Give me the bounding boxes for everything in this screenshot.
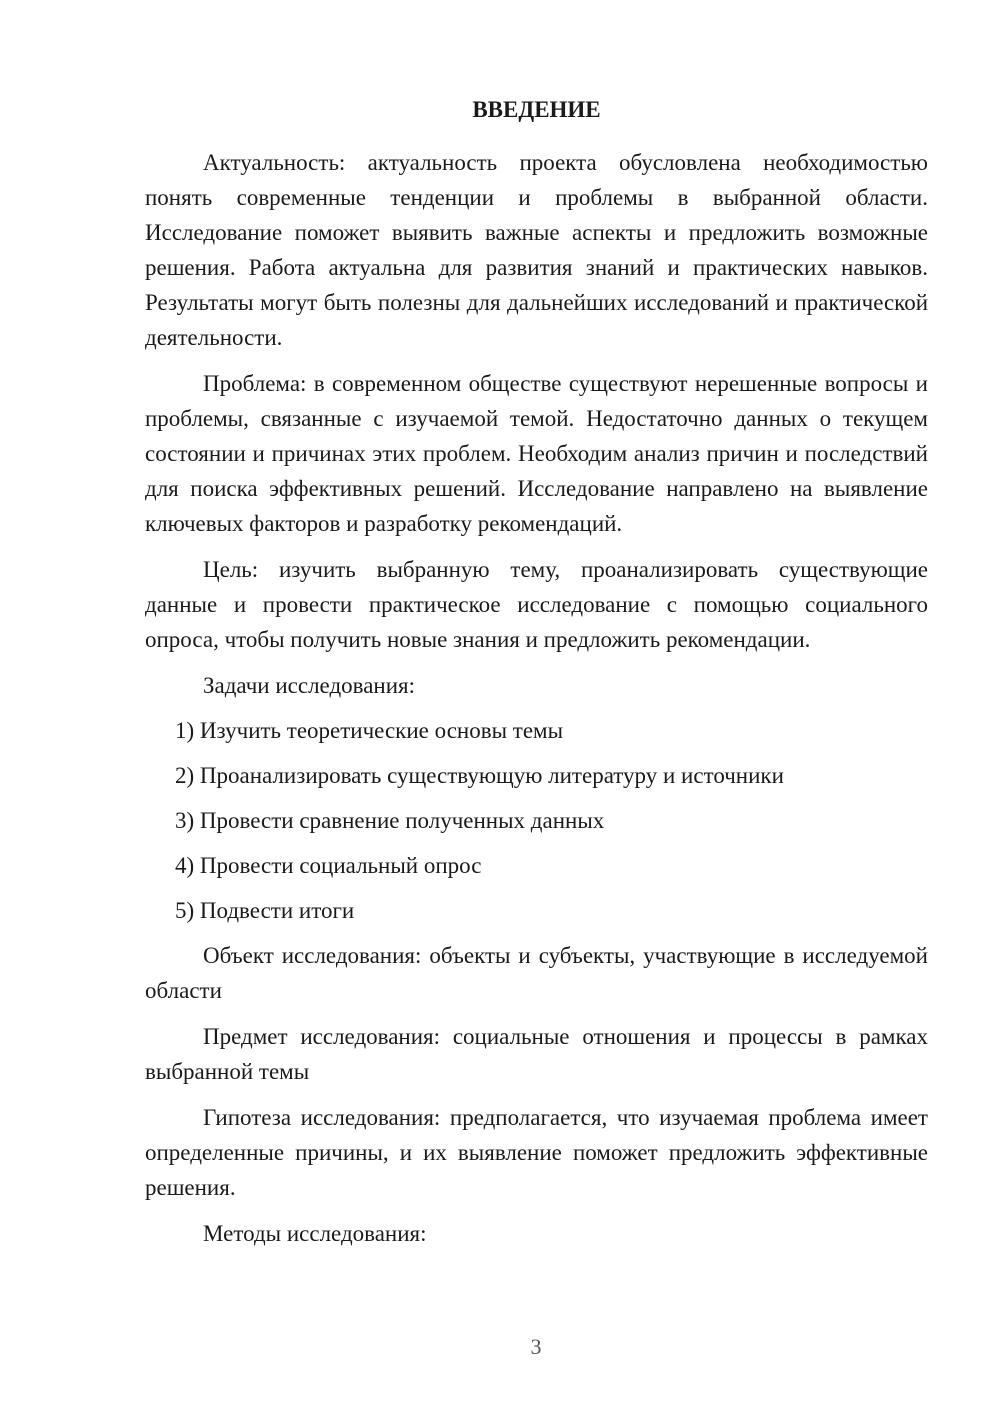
relevance-paragraph: Актуальность: актуальность проекта обусловлена необходимостью понять современные тенденции и проблемы в выбранной области. Исследование поможет выявить важные аспекты и предложить возможные решения. Работа актуальна для развития знаний и практических навыков. Результаты могут быть полезны для дальнейших исследований и практической деятельности. bbox=[145, 150, 928, 350]
tasks-title: Задачи исследования: bbox=[203, 673, 416, 698]
methods-title: Методы исследования: bbox=[203, 1221, 427, 1246]
list-item: 5) Подвести итоги bbox=[175, 898, 355, 923]
list-item: 2) Проанализировать существующую литературу и источники bbox=[175, 763, 784, 788]
problem-paragraph: Проблема: в современном обществе существуют нерешенные вопросы и проблемы, связанные с изучаемой темой. Недостаточно данных о текущем состоянии и причинах этих проблем. Необходим анализ причин и последствий для поиска эффективных решений. Исследование направлено на выявление ключевых факторов и разработку рекомендаций. bbox=[145, 371, 928, 536]
page-title: ВВЕДЕНИЕ bbox=[472, 97, 601, 122]
page-number: 3 bbox=[530, 1334, 542, 1359]
subject-paragraph: Предмет исследования: социальные отношения и процессы в рамках выбранной темы bbox=[145, 1024, 928, 1084]
tasks-list bbox=[145, 713, 928, 928]
hypothesis-paragraph: Гипотеза исследования: предполагается, что изучаемая проблема имеет определенные причины, и их выявление поможет предложить эффективные решения. bbox=[145, 1105, 928, 1200]
document-page bbox=[145, 92, 928, 1262]
goal-paragraph: Цель: изучить выбранную тему, проанализировать существующие данные и провести практическое исследование с помощью социального опроса, чтобы получить новые знания и предложить рекомендации. bbox=[145, 557, 928, 652]
list-item: 3) Провести сравнение полученных данных bbox=[175, 808, 605, 833]
object-paragraph: Объект исследования: объекты и субъекты, участвующие в исследуемой области bbox=[145, 943, 928, 1003]
list-item: 1) Изучить теоретические основы темы bbox=[175, 718, 564, 743]
list-item: 4) Провести социальный опрос bbox=[175, 853, 482, 878]
